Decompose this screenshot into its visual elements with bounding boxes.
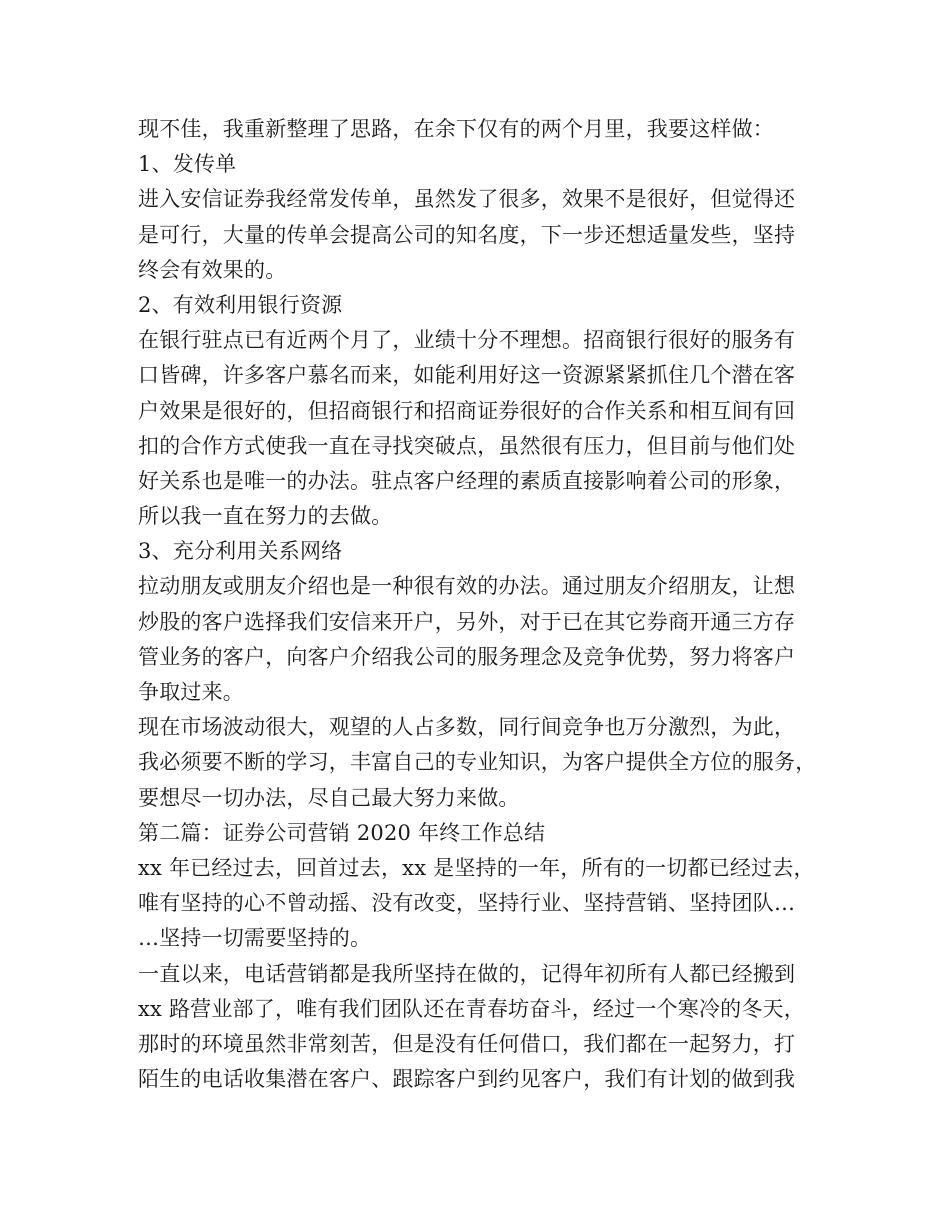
text-line: xx 路营业部了，唯有我们团队还在青春坊奋斗，经过一个寒冷的冬天， <box>138 996 805 1021</box>
text-line: 唯有坚持的心不曾动摇、没有改变，坚持行业、坚持营销、坚持团队… <box>138 891 796 916</box>
text-line: 终会有效果的。 <box>138 257 287 282</box>
section-heading: 2、有效利用银行资源 <box>138 292 343 317</box>
text-line: 户效果是很好的，但招商银行和招商证券很好的合作关系和相互间有回 <box>138 398 796 423</box>
section-heading: 3、充分利用关系网络 <box>138 539 343 564</box>
text-line: 现不佳，我重新整理了思路，在余下仅有的两个月里，我要这样做： <box>138 117 774 141</box>
text-line: 现在市场波动很大，观望的人占多数，同行间竞争也万分激烈，为此， <box>138 715 796 740</box>
text-line: 管业务的客户，向客户介绍我公司的服务理念及竞争优势，努力将客户 <box>138 644 796 669</box>
text-line: 拉动朋友或朋友介绍也是一种很有效的办法。通过朋友介绍朋友，让想 <box>138 574 796 599</box>
text-line: 口皆碑，许多客户慕名而来，如能利用好这一资源紧紧抓住几个潜在客 <box>138 363 796 388</box>
text-line: 炒股的客户选择我们安信来开户，另外，对于已在其它券商开通三方存 <box>138 609 796 634</box>
text-line: 争取过来。 <box>138 680 244 704</box>
section-heading: 1、发传单 <box>138 152 237 177</box>
text-line: 所以我一直在努力的去做。 <box>138 504 393 529</box>
text-line: 是可行，大量的传单会提高公司的知名度，下一步还想适量发些，坚持 <box>138 222 796 247</box>
text-line: xx 年已经过去，回首过去，xx 是坚持的一年，所有的一切都已经过去， <box>138 855 815 880</box>
text-line: 好关系也是唯一的办法。驻点客户经理的素质直接影响着公司的形象， <box>138 468 796 493</box>
text-line: 扣的合作方式使我一直在寻找突破点，虽然很有压力，但目前与他们处 <box>138 433 796 458</box>
text-line: 要想尽一切办法，尽自己最大努力来做。 <box>138 785 520 810</box>
text-line: …坚持一切需要坚持的。 <box>138 926 372 951</box>
chapter-heading: 第二篇：证券公司营销 2020 年终工作总结 <box>138 820 546 845</box>
text-line: 一直以来，电话营销都是我所坚持在做的，记得年初所有人都已经搬到 <box>138 961 796 986</box>
text-line: 那时的环境虽然非常刻苦，但是没有任何借口，我们都在一起努力，打 <box>138 1031 796 1056</box>
document-body <box>138 112 838 1097</box>
text-line: 在银行驻点已有近两个月了，业绩十分不理想。招商银行很好的服务有 <box>138 328 796 353</box>
text-line: 进入安信证券我经常发传单，虽然发了很多，效果不是很好，但觉得还 <box>138 187 796 212</box>
text-line: 陌生的电话收集潜在客户、跟踪客户到约见客户，我们有计划的做到我 <box>138 1067 796 1092</box>
text-line: 我必须要不断的学习，丰富自己的专业知识，为客户提供全方位的服务， <box>138 750 817 775</box>
